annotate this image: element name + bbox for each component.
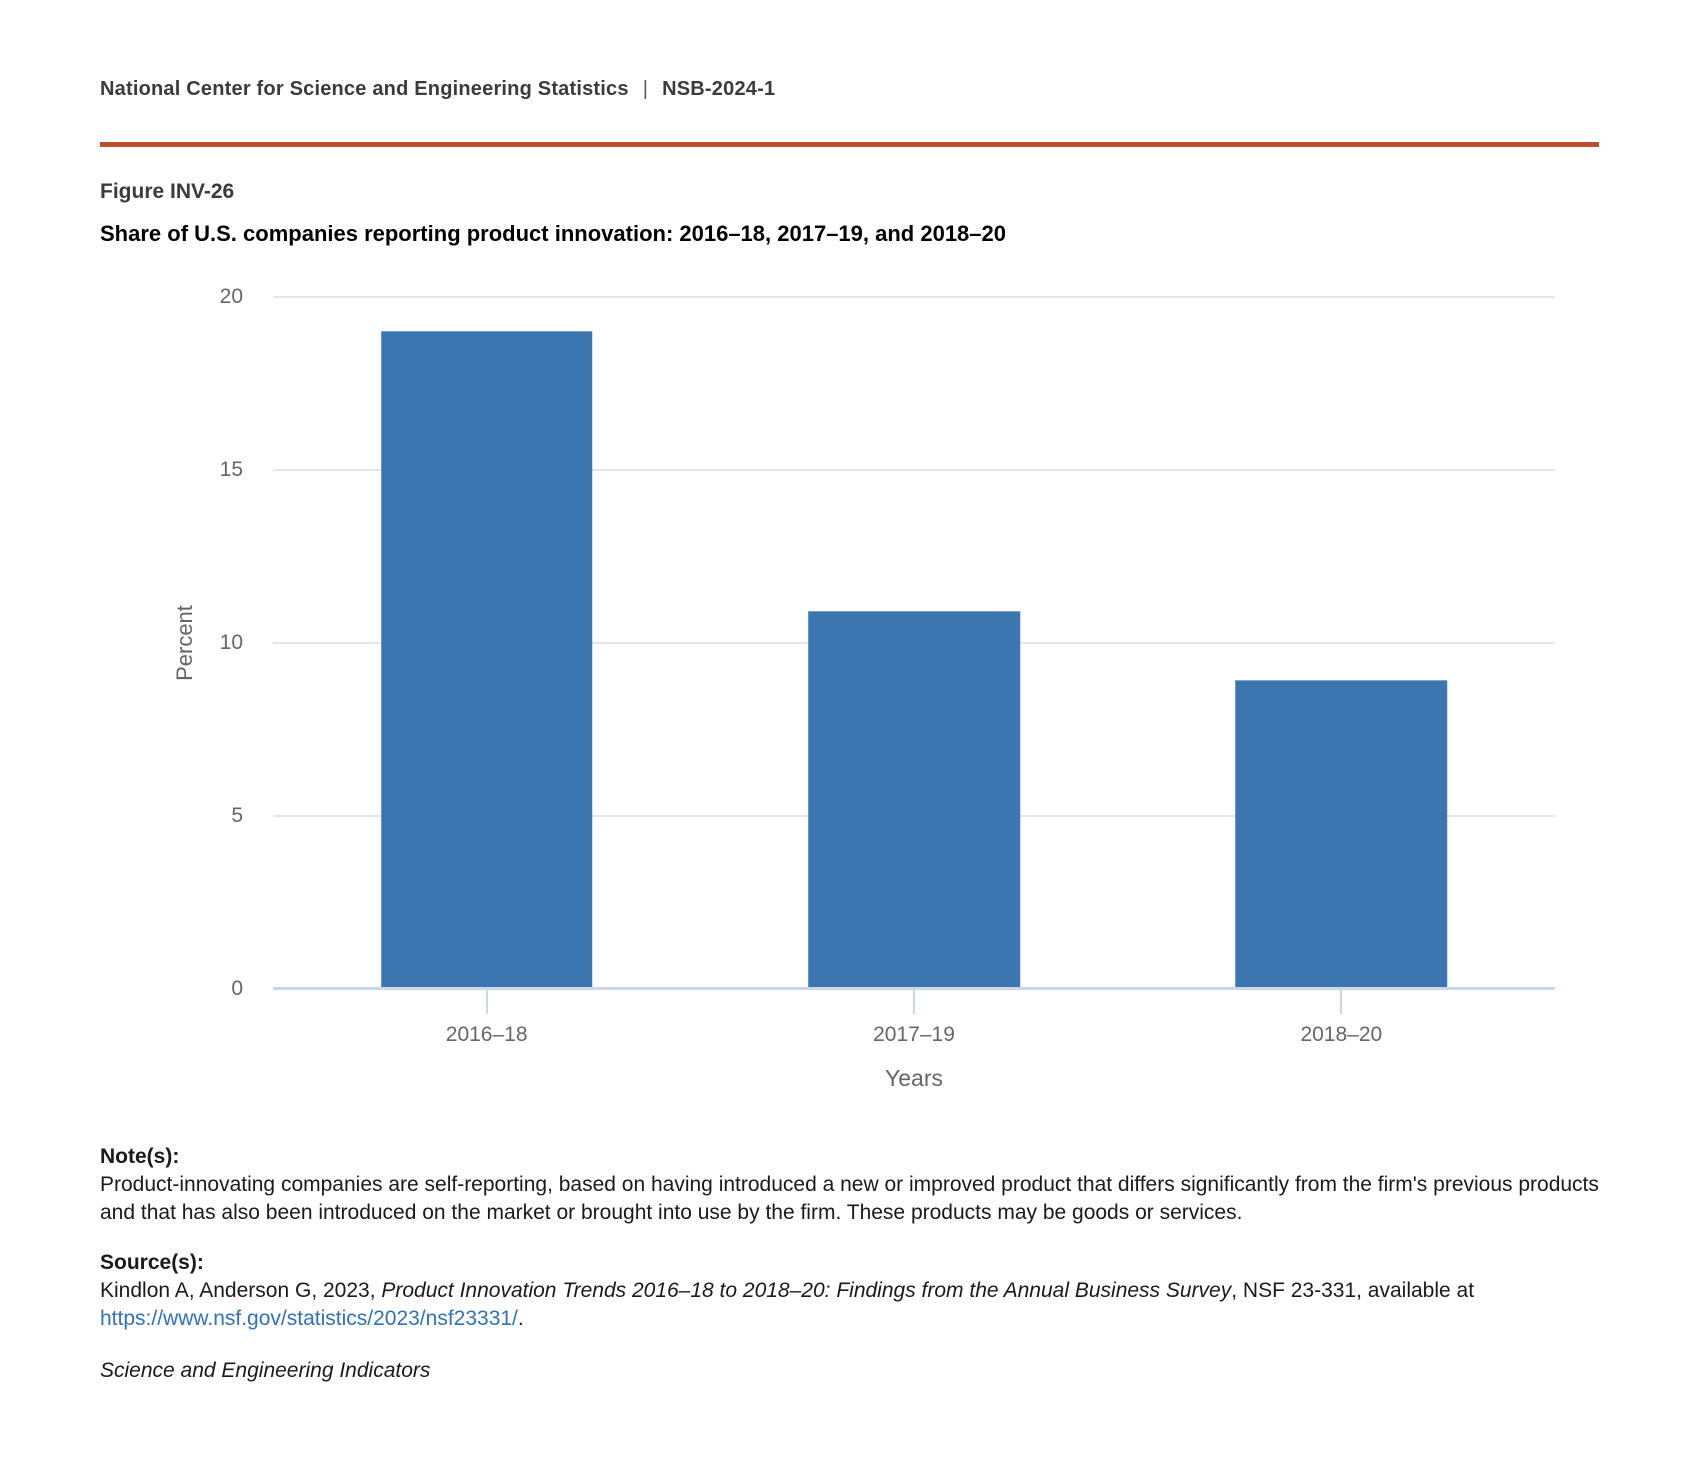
x-axis-line — [273, 987, 1555, 990]
indicators-footer: Science and Engineering Indicators — [100, 1359, 431, 1382]
notes-section — [100, 1143, 1599, 1227]
notes-text: Product-innovating companies are self-reporting, based on having introduced a new or improved product that differs significantly from the firm's previous products and that has also been introduced on the market or brought into use by the firm. These products may be goods or services. — [100, 1173, 1599, 1224]
source-link[interactable]: https://www.nsf.gov/statistics/2023/nsf23331/ — [100, 1307, 518, 1330]
bar-2018–20 — [1236, 680, 1448, 989]
plot-area — [172, 285, 1555, 1091]
bar-2017–19 — [808, 611, 1020, 989]
bar-2016–18 — [381, 331, 593, 989]
x-tick-label-2018–20: 2018–20 — [1300, 1023, 1383, 1046]
sources-text — [100, 1277, 1599, 1333]
doc-id: NSB-2024-1 — [662, 78, 776, 100]
x-tick-2017–19 — [913, 989, 915, 1014]
sources-heading: Source(s): — [100, 1251, 204, 1274]
y-tick-label-5: 5 — [231, 804, 243, 827]
header-separator: | — [642, 78, 649, 100]
figure-title: Share of U.S. companies reporting product innovation: 2016–18, 2017–19, and 2018–20 — [100, 221, 1006, 246]
citation-title: Product Innovation Trends 2016–18 to 2018–20: Findings from the Annual Business Survey — [381, 1279, 1232, 1302]
gridline-20 — [273, 296, 1555, 298]
citation-prefix: Kindlon A, Anderson G, 2023, — [100, 1279, 382, 1302]
x-tick-label-2017–19: 2017–19 — [873, 1023, 955, 1046]
x-tick-2018–20 — [1340, 989, 1342, 1014]
x-tick-label-2016–18: 2016–18 — [445, 1023, 528, 1046]
org-name: National Center for Science and Engineering Statistics — [100, 78, 629, 100]
sources-section — [100, 1249, 1599, 1333]
bar-chart — [100, 247, 1599, 1109]
figure-label: Figure INV-26 — [100, 180, 235, 203]
y-axis-title: Percent — [172, 605, 197, 681]
y-tick-label-0: 0 — [231, 977, 243, 1000]
document-header — [100, 0, 1599, 101]
y-tick-label-15: 15 — [219, 458, 243, 481]
notes-heading: Note(s): — [100, 1145, 180, 1168]
y-tick-label-10: 10 — [219, 631, 243, 654]
accent-rule — [100, 142, 1599, 147]
y-tick-label-20: 20 — [219, 285, 243, 308]
x-axis-title: Years — [885, 1065, 943, 1091]
x-tick-2016–18 — [486, 989, 488, 1014]
citation-suffix: , NSF 23-331, available at — [1231, 1279, 1475, 1302]
citation-period: . — [517, 1307, 524, 1330]
